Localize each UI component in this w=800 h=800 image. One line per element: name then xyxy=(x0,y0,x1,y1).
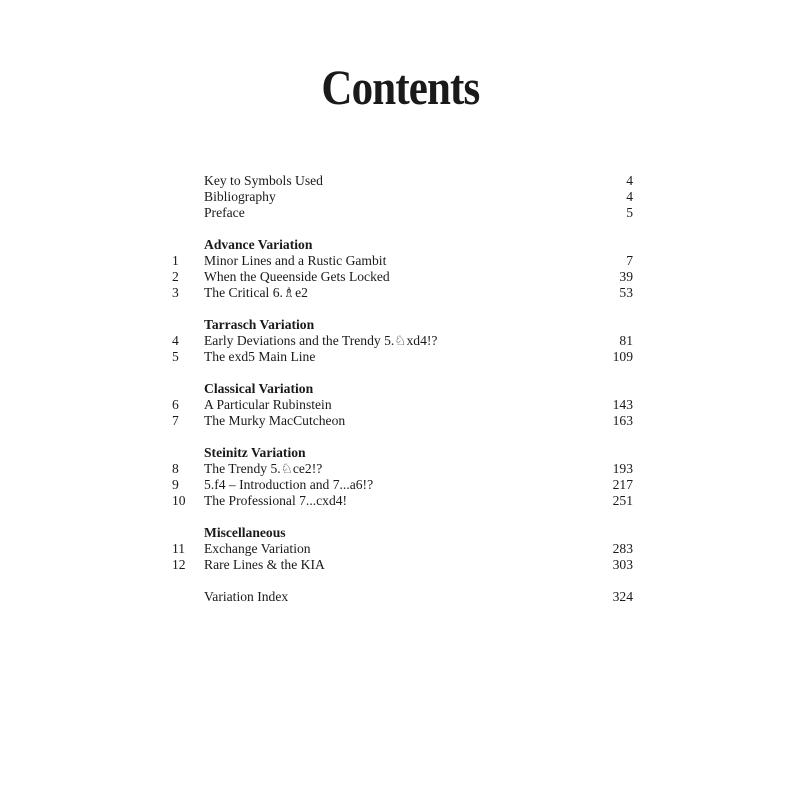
chapter-number: 3 xyxy=(172,285,179,300)
toc-entry-chapter-6[interactable] xyxy=(0,397,800,413)
toc-entry-label: Exchange Variation xyxy=(204,541,311,556)
toc-entry-label: Key to Symbols Used xyxy=(204,173,323,188)
toc-entry-page: 143 xyxy=(612,397,633,412)
table-of-contents xyxy=(0,173,800,605)
toc-entry-page: 217 xyxy=(612,477,633,492)
toc-entry-label: The Professional 7...cxd4! xyxy=(204,493,348,508)
toc-entry-page: 53 xyxy=(619,285,633,300)
section-heading-label: Miscellaneous xyxy=(204,525,286,540)
toc-entry-chapter-9[interactable] xyxy=(0,477,800,493)
toc-entry-label: The Murky MacCutcheon xyxy=(204,413,346,428)
toc-entry-page: 283 xyxy=(612,541,633,556)
toc-entry-page: 109 xyxy=(612,349,633,364)
toc-entry-label: The Trendy 5.♘ce2!? xyxy=(204,461,323,476)
toc-entry-chapter-8[interactable] xyxy=(0,461,800,477)
section-spacer xyxy=(0,509,800,525)
toc-entry-label: Bibliography xyxy=(204,189,276,204)
toc-entry-page: 39 xyxy=(619,269,633,284)
toc-entry-preface[interactable] xyxy=(0,205,800,221)
chapter-number: 8 xyxy=(172,461,179,476)
toc-entry-label: The Critical 6.♗e2 xyxy=(204,285,308,300)
toc-entry-chapter-4[interactable] xyxy=(0,333,800,349)
toc-entry-label: Early Deviations and the Trendy 5.♘xd4!? xyxy=(204,333,438,348)
section-heading-steinitz xyxy=(0,445,800,461)
section-spacer xyxy=(0,221,800,237)
toc-entry-chapter-5[interactable] xyxy=(0,349,800,365)
toc-entry-bibliography[interactable] xyxy=(0,189,800,205)
chapter-number: 5 xyxy=(172,349,179,364)
toc-entry-page: 193 xyxy=(612,461,633,476)
toc-entry-page: 4 xyxy=(626,173,633,188)
section-heading-classical xyxy=(0,381,800,397)
section-heading-advance xyxy=(0,237,800,253)
toc-entry-chapter-12[interactable] xyxy=(0,557,800,573)
toc-entry-key-to-symbols[interactable] xyxy=(0,173,800,189)
toc-entry-label: Preface xyxy=(204,205,245,220)
chapter-number: 4 xyxy=(172,333,179,348)
section-spacer xyxy=(0,429,800,445)
section-heading-label: Steinitz Variation xyxy=(204,445,306,460)
chapter-number: 11 xyxy=(172,541,186,556)
toc-entry-chapter-2[interactable] xyxy=(0,269,800,285)
toc-entry-label: Rare Lines & the KIA xyxy=(204,557,325,572)
section-heading-miscellaneous xyxy=(0,525,800,541)
toc-entry-label: Minor Lines and a Rustic Gambit xyxy=(204,253,387,268)
toc-entry-page: 5 xyxy=(626,205,633,220)
chapter-number: 12 xyxy=(172,557,186,572)
toc-entry-chapter-10[interactable] xyxy=(0,493,800,509)
toc-entry-page: 163 xyxy=(612,413,633,428)
section-heading-label: Classical Variation xyxy=(204,381,314,396)
toc-entry-label: A Particular Rubinstein xyxy=(204,397,332,412)
toc-entry-page: 251 xyxy=(612,493,633,508)
section-heading-label: Tarrasch Variation xyxy=(204,317,315,332)
chapter-number: 1 xyxy=(172,253,179,268)
page-title: Contents xyxy=(321,59,480,115)
section-heading-label: Advance Variation xyxy=(204,237,313,252)
toc-entry-chapter-3[interactable] xyxy=(0,285,800,301)
toc-entry-page: 81 xyxy=(619,333,633,348)
toc-entry-label: Variation Index xyxy=(204,589,289,604)
chapter-number: 9 xyxy=(172,477,179,492)
toc-entry-chapter-1[interactable] xyxy=(0,253,800,269)
section-spacer xyxy=(0,573,800,589)
chapter-number: 10 xyxy=(172,493,186,508)
chapter-number: 7 xyxy=(172,413,179,428)
toc-entry-chapter-11[interactable] xyxy=(0,541,800,557)
toc-entry-label: When the Queenside Gets Locked xyxy=(204,269,390,284)
chapter-number: 6 xyxy=(172,397,179,412)
section-heading-tarrasch xyxy=(0,317,800,333)
section-spacer xyxy=(0,301,800,317)
toc-entry-chapter-7[interactable] xyxy=(0,413,800,429)
toc-entry-variation-index[interactable] xyxy=(0,589,800,605)
toc-entry-label: 5.f4 – Introduction and 7...a6!? xyxy=(204,477,374,492)
chapter-number: 2 xyxy=(172,269,179,284)
toc-entry-page: 324 xyxy=(612,589,633,604)
toc-entry-label: The exd5 Main Line xyxy=(204,349,316,364)
toc-entry-page: 303 xyxy=(612,557,633,572)
toc-entry-page: 7 xyxy=(626,253,633,268)
section-spacer xyxy=(0,365,800,381)
toc-entry-page: 4 xyxy=(626,189,633,204)
